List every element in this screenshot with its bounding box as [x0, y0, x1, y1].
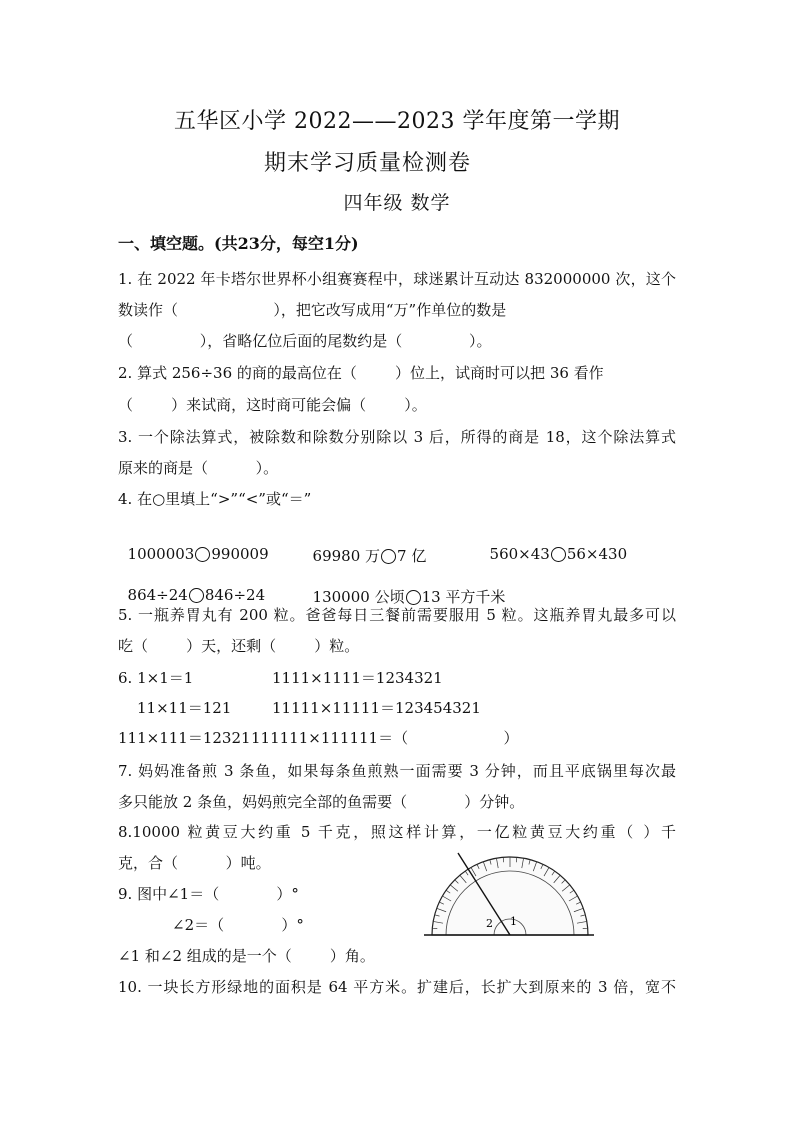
q5-line-2: 吃（ ）天，还剩（ ）粒。: [118, 637, 360, 655]
q7-line-1: 7. 妈妈准备煎 3 条鱼，如果每条鱼煎熟一面需要 3 分钟，而且平底锅里每次最: [118, 762, 676, 780]
q4-compare-2: [303, 527, 426, 566]
q4-compare-5-right: 13 平方千米: [421, 588, 506, 606]
q6-right-1: 1111×1111＝1234321: [272, 669, 443, 687]
q9-line-3: ∠1 和∠2 组成的是一个（ ）角。: [118, 947, 375, 965]
subtitle: 四年级 数学: [343, 192, 451, 214]
q4-compare-2-left: 69980 万: [312, 547, 381, 565]
q4-compare-1-right: 990009: [211, 545, 269, 563]
q3-line-2: 原来的商是（ ）。: [118, 459, 279, 477]
q6-left-2: 11×11＝121: [137, 699, 232, 717]
q1-line-1: 1. 在 2022 年卡塔尔世界杯小组赛赛程中，球迷累计互动达 832000000 次，这个: [118, 270, 676, 288]
angle-2-label: 2: [486, 917, 493, 930]
q4-line-1: 4. 在○里填上“>”“<”或“＝”: [118, 490, 312, 508]
q4-compare-4: [118, 568, 265, 604]
compare-circle[interactable]: [551, 547, 566, 562]
q4-compare-1: [118, 527, 269, 563]
q5-line-1: 5. 一瓶养胃丸有 200 粒。爸爸每日三餐前需要服用 5 粒。这瓶养胃丸最多可以: [118, 606, 676, 624]
compare-circle[interactable]: [195, 547, 210, 562]
q2-line-2: （ ）来试商，这时商可能会偏（ ）。: [118, 396, 427, 414]
q4-compare-3-left: 560×43: [489, 545, 550, 563]
q1-line-2: 数读作（ ），把它改写成用“万”作单位的数是: [118, 301, 507, 319]
protractor-figure: [424, 843, 594, 948]
q3-line-1: 3. 一个除法算式，被除数和除数分别除以 3 后，所得的商是 18，这个除法算式: [118, 428, 676, 446]
section-heading: 一、填空题。(共23分，每空1分): [118, 234, 359, 253]
q6-left-1: 6. 1×1＝1: [118, 669, 194, 687]
q6-left-3: 111×111＝12321: [118, 729, 251, 747]
angle-1-label: 1: [510, 915, 517, 928]
q9-line-1: 9. 图中∠1＝（ ）°: [118, 885, 299, 903]
q6-right-3: 111111×111111＝（ ）: [251, 729, 519, 747]
q8-line-2: 克，合（ ）吨。: [118, 854, 271, 872]
q4-compare-4-right: 846÷24: [204, 586, 266, 604]
q1-line-3: （ ），省略亿位后面的尾数约是（ ）。: [118, 332, 492, 350]
title-line-2: 期末学习质量检测卷: [264, 151, 472, 176]
q10-line-1: 10. 一块长方形绿地的面积是 64 平方米。扩建后，长扩大到原来的 3 倍，宽不: [118, 978, 676, 996]
q4-compare-2-right: 7 亿: [397, 547, 427, 565]
q2-line-1: 2. 算式 256÷36 的商的最高位在（ ）位上，试商时可以把 36 看作: [118, 364, 604, 382]
compare-circle[interactable]: [381, 549, 396, 564]
q4-compare-5: [303, 568, 505, 607]
q4-compare-3-right: 56×430: [566, 545, 628, 563]
q4-compare-4-left: 864÷24: [127, 586, 188, 604]
q8-line-1: 8.10000 粒黄豆大约重 5 千克，照这样计算，一亿粒黄豆大约重（ ）千: [118, 823, 676, 841]
q4-compare-1-left: 1000003: [127, 545, 195, 563]
compare-circle[interactable]: [406, 590, 421, 605]
title-line-1: 五华区小学 2022——2023 学年度第一学期: [174, 109, 620, 134]
q4-compare-3: [480, 527, 627, 563]
q4-compare-5-left: 130000 公顷: [312, 588, 405, 606]
q9-line-2: ∠2＝（ ）°: [172, 916, 304, 934]
q7-line-2: 多只能放 2 条鱼，妈妈煎完全部的鱼需要（ ）分钟。: [118, 793, 525, 811]
compare-circle[interactable]: [189, 588, 204, 603]
q6-right-2: 11111×11111＝123454321: [272, 699, 481, 717]
